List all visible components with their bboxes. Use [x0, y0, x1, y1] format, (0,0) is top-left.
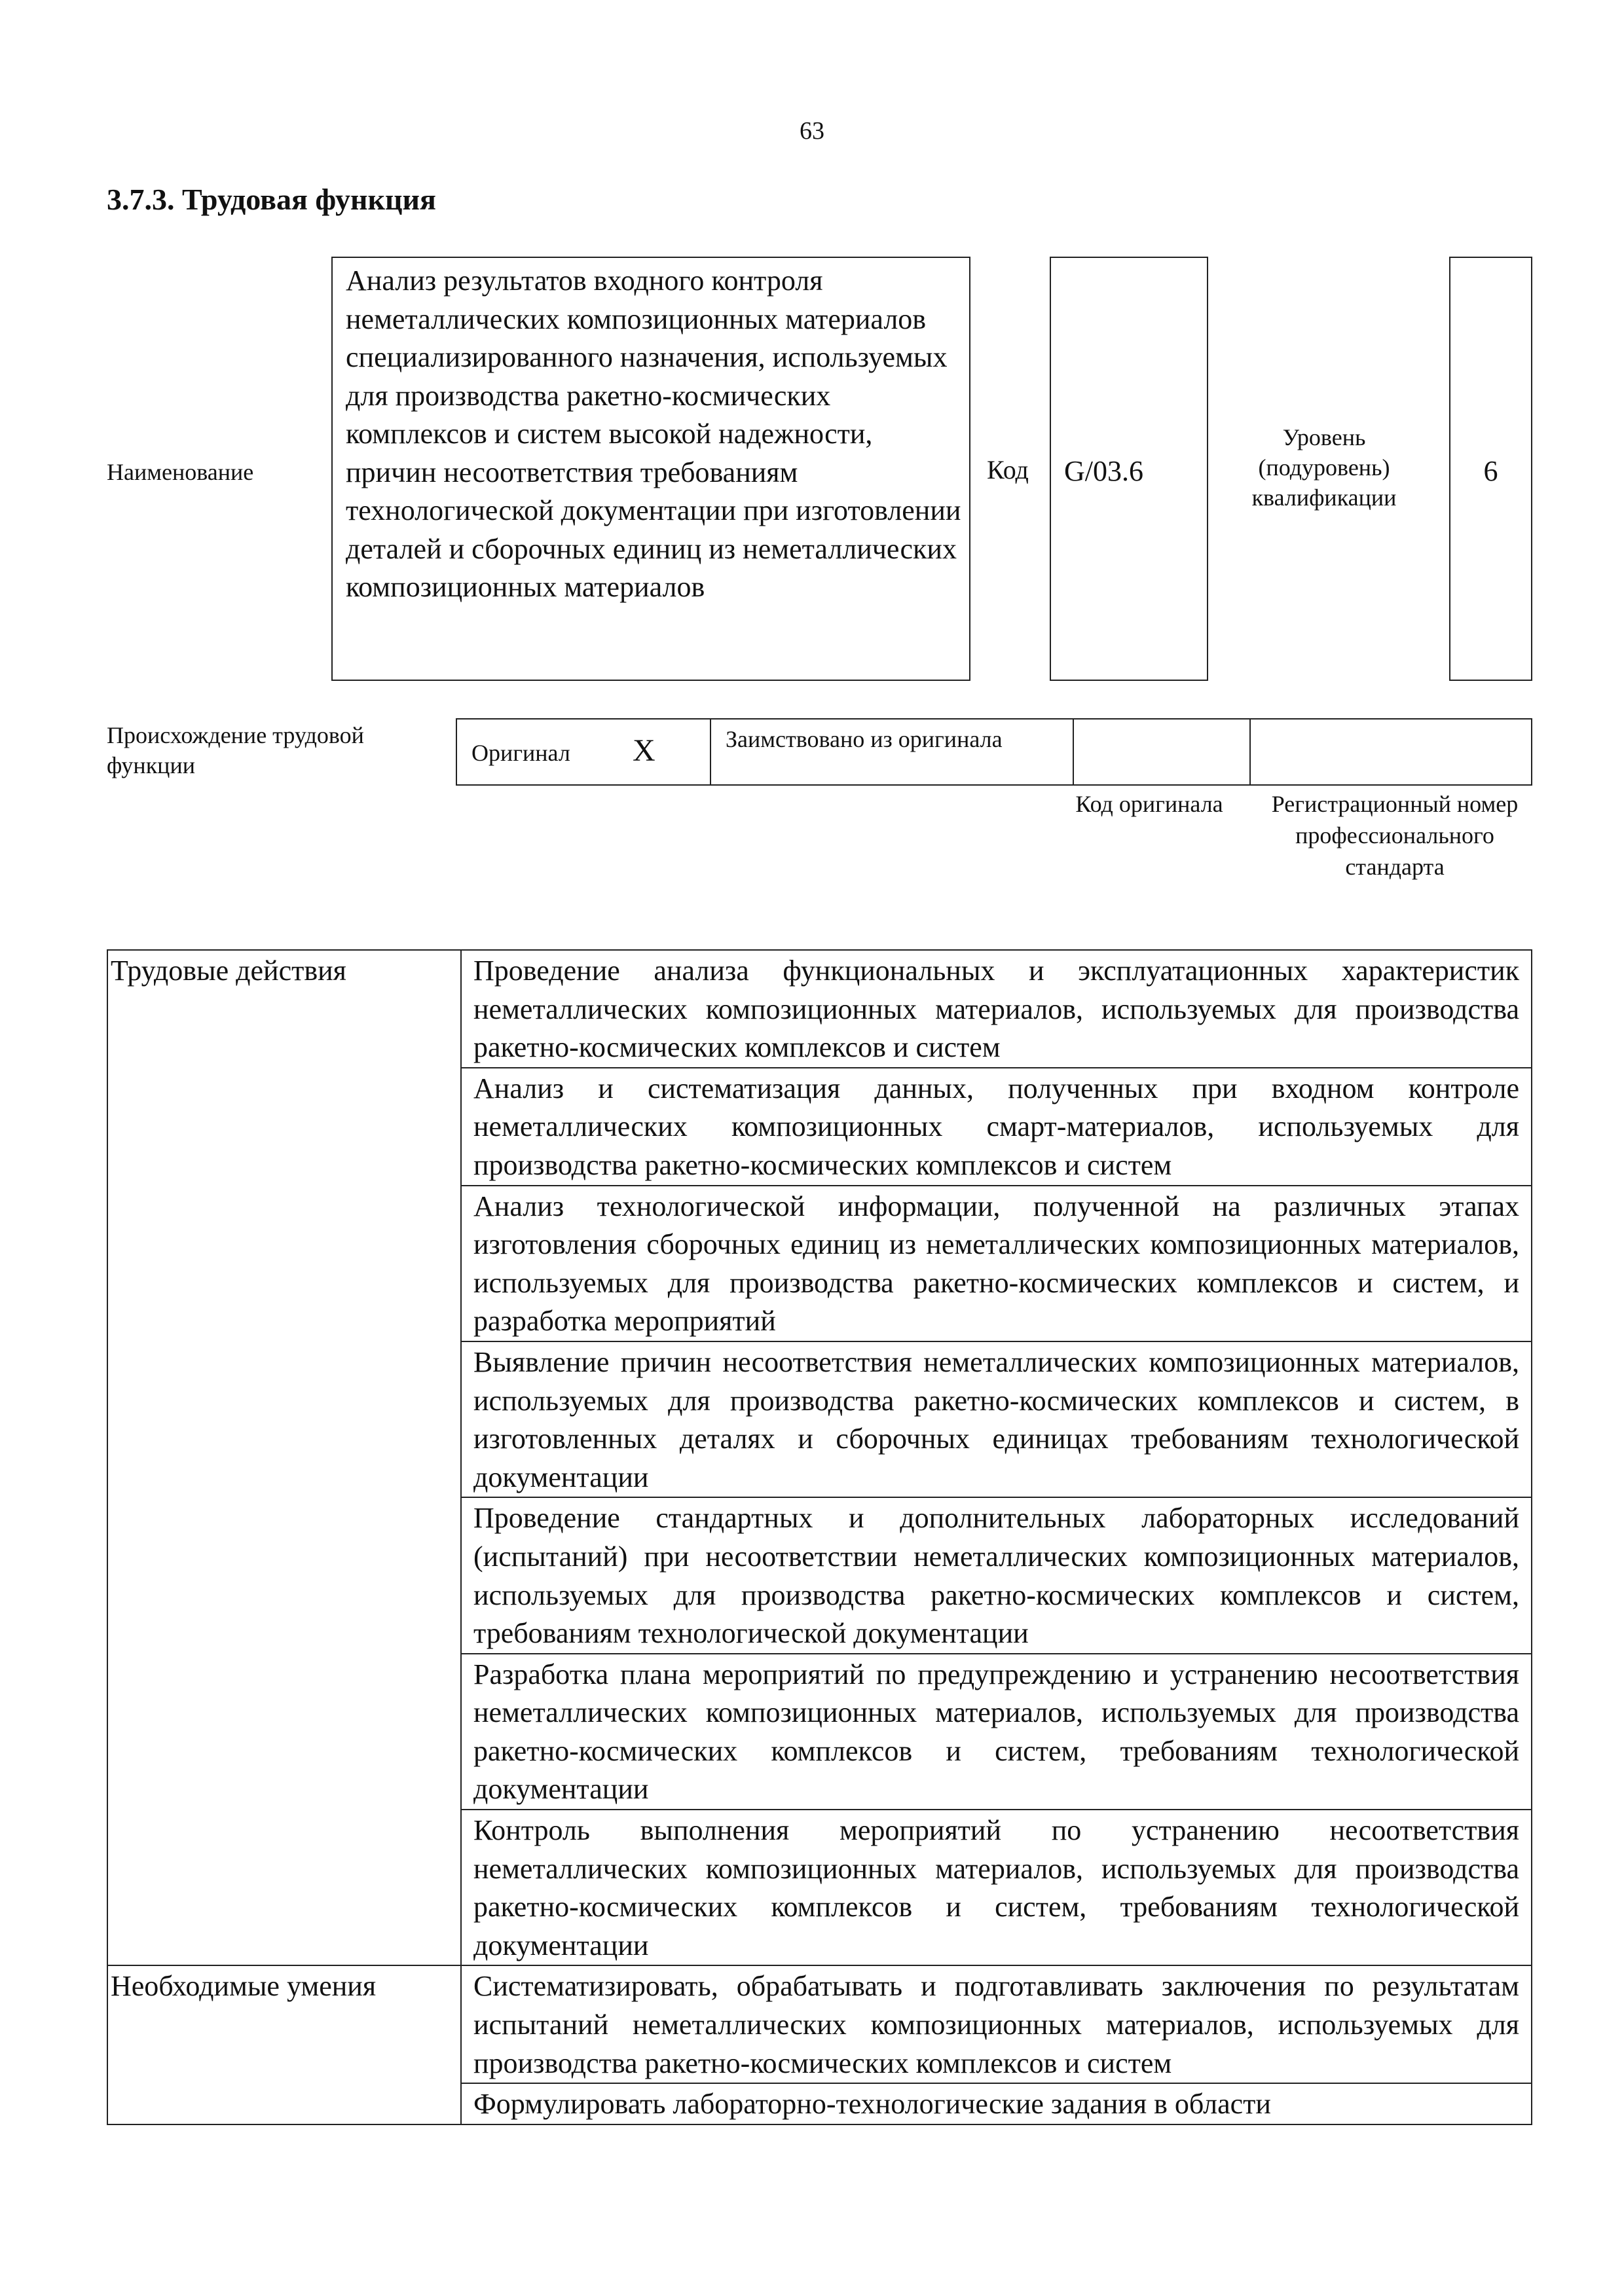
action-item: Выявление причин несоответствия неметаллических композиционных материалов, используемых для производства ракетно-космических комплексов и систем, в изготовленных деталях и сборочных единицах требованиям технологической документации — [461, 1341, 1532, 1497]
code-original-cell — [1074, 720, 1251, 784]
action-item: Контроль выполнения мероприятий по устранению несоответствия неметаллических композиционных материалов, используемых для производства ракетно-космических комплексов и систем, требованиям технологической документации — [461, 1810, 1532, 1965]
origin-label: Происхождение трудовой функции — [107, 722, 364, 778]
level-box — [1449, 257, 1532, 681]
action-item: Проведение анализа функциональных и эксплуатационных характеристик неметаллических композиционных материалов, используемых для производства ракетно-космических комплексов и систем — [461, 950, 1532, 1068]
action-item: Разработка плана мероприятий по предупреждению и устранению несоответствия неметаллических композиционных материалов, используемых для производства ракетно-космических комплексов и систем, требованиям технологической документации — [461, 1654, 1532, 1810]
original-mark: X — [633, 733, 655, 768]
main-table — [107, 949, 1532, 2125]
original-label: Оригинал — [471, 740, 570, 766]
function-name-text: Анализ результатов входного контроля неметаллических композиционных материалов специализированного назначения, используемых для производства ракетно-космических комплексов и систем высокой надежности, причин несоответствия требованиям технологической документации при изготовлении деталей и сборочных единиц из неметаллических композиционных материалов — [346, 264, 961, 603]
action-item: Анализ и систематизация данных, полученных при входном контроле неметаллических композиционных смарт-материалов, используемых для производства ракетно-космических комплексов и систем — [461, 1068, 1532, 1186]
reg-number-cell — [1251, 720, 1532, 784]
skill-item: Систематизировать, обрабатывать и подготавливать заключения по результатам испытаний неметаллических композиционных материалов, используемых для производства ракетно-космических комплексов и систем — [461, 1965, 1532, 2083]
actions-category — [107, 950, 461, 1965]
table-row — [107, 1965, 1532, 2083]
original-cell — [457, 720, 711, 784]
function-name-box — [331, 257, 970, 681]
code-original-label: Код оригинала — [1075, 791, 1223, 817]
table-row — [107, 950, 1532, 1068]
skills-category — [107, 1965, 461, 2124]
action-item: Анализ технологической информации, полученной на различных этапах изготовления сборочных единиц из неметаллических композиционных материалов, используемых для производства ракетно-космических комплексов и систем, и разработка мероприятий — [461, 1186, 1532, 1341]
code-label: Код — [987, 455, 1029, 484]
borrowed-cell — [711, 720, 1074, 784]
level-label: Уровень (подуровень) квалификации — [1251, 424, 1397, 511]
level-value: 6 — [1483, 455, 1498, 487]
name-label: Наименование — [107, 459, 254, 485]
reg-number-label: Регистрационный номер профессионального стандарта — [1271, 791, 1519, 880]
skills-label: Необходимые умения — [111, 1970, 377, 2003]
code-value: G/03.6 — [1064, 455, 1143, 487]
skill-item: Формулировать лабораторно-технологические задания в области — [461, 2083, 1532, 2124]
origin-table — [456, 718, 1532, 786]
section-title: 3.7.3. Трудовая функция — [107, 183, 436, 216]
actions-label: Трудовые действия — [111, 955, 346, 987]
page-number: 63 — [800, 117, 824, 145]
borrowed-label: Заимствовано из оригинала — [726, 726, 1003, 752]
action-item: Проведение стандартных и дополнительных лабораторных исследований (испытаний) при несоответствии неметаллических композиционных материалов, используемых для производства ракетно-космических комплексов и систем, требованиям технологической документации — [461, 1497, 1532, 1653]
code-box — [1050, 257, 1208, 681]
